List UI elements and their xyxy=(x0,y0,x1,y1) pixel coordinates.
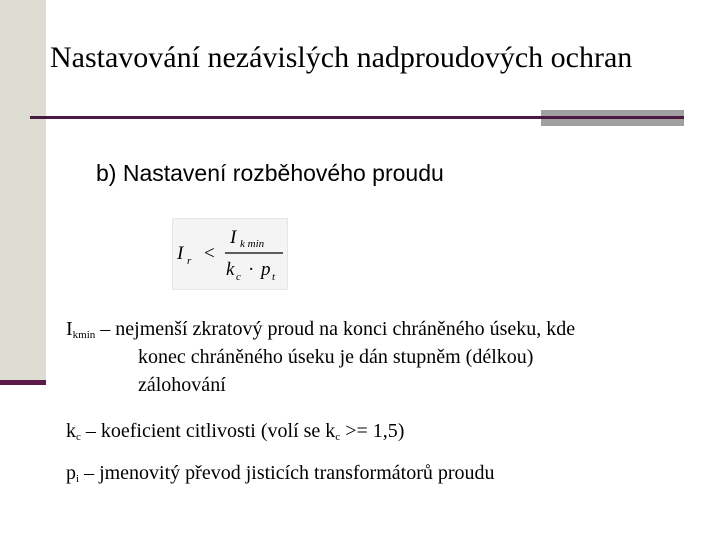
formula-numerator-sub: k min xyxy=(240,238,265,250)
definition-text: – jmenovitý převod jisticích transformátorů proudu xyxy=(79,462,495,484)
definition-ikmin-continued-2: zálohování xyxy=(138,374,226,396)
definition-symbol-sub: i xyxy=(76,473,80,485)
definition-symbol: p xyxy=(66,462,76,484)
definition-text-sub: c xyxy=(335,431,341,443)
definition-symbol-sub: c xyxy=(76,431,81,443)
definition-text: – koeficient citlivosti (volí se k xyxy=(80,420,336,442)
left-decor-accent xyxy=(0,380,46,385)
formula-svg xyxy=(173,219,287,289)
definition-ikmin-continued: konec chráněného úseku je dán stupněm (délkou) xyxy=(138,346,534,368)
definition-symbol: k xyxy=(66,420,76,442)
left-decor-band xyxy=(0,0,46,380)
slide-title: Nastavování nezávislých nadproudových ochran xyxy=(50,41,633,74)
formula-denominator-k: k xyxy=(226,259,235,280)
formula-numerator: I xyxy=(230,227,237,248)
definition-symbol-sub: kmin xyxy=(72,329,96,341)
definition-symbol: I xyxy=(66,318,73,340)
definition-kc xyxy=(66,418,404,450)
formula-denominator-p: p xyxy=(261,259,271,280)
formula-denominator-p-sub: t xyxy=(272,271,276,283)
definition-pi xyxy=(66,460,495,492)
formula-denominator-k-sub: c xyxy=(236,271,241,283)
title-rule xyxy=(30,116,684,119)
definition-text: – nejmenší zkratový proud na konci chráněného úseku, kde xyxy=(95,318,576,340)
slide-subtitle: b) Nastavení rozběhového proudu xyxy=(96,160,444,186)
formula-lhs-sub: r xyxy=(187,255,192,267)
formula-denominator-dot: · xyxy=(248,259,255,280)
definition-text-end: >= 1,5) xyxy=(340,420,405,442)
formula-lhs: I xyxy=(177,243,184,264)
formula-operator: < xyxy=(204,243,215,264)
formula-image xyxy=(172,218,288,290)
